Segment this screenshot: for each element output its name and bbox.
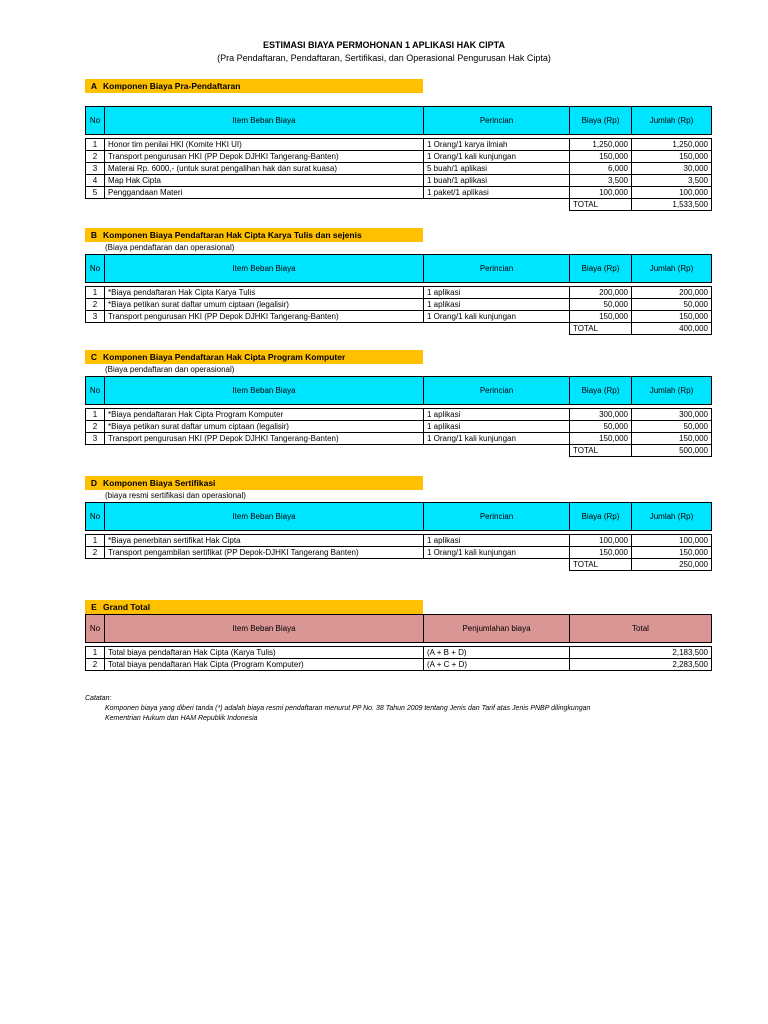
table-row [86,535,712,547]
row-item: *Biaya penerbitan sertifikat Hak Cipta [105,535,424,547]
row-no: 3 [86,163,105,175]
row-perincian: 1 aplikasi [424,535,570,547]
row-jumlah: 100,000 [632,535,712,547]
total-row [86,445,712,457]
col-biaya-header: Biaya (Rp) [570,503,632,531]
total-value: 400,000 [632,323,712,335]
section-e-table [85,614,712,671]
col-perincian-header: Perincian [424,503,570,531]
col-item-header: Item Beban Biaya [105,107,424,135]
col-perincian-header: Perincian [424,107,570,135]
row-biaya: 150,000 [570,151,632,163]
col-jumlah-header: Jumlah (Rp) [632,255,712,283]
section-letter: A [90,81,98,91]
row-jumlah: 150,000 [632,311,712,323]
row-biaya: 1,250,000 [570,139,632,151]
section-letter: C [90,352,98,362]
col-item-header: Item Beban Biaya [105,503,424,531]
row-jumlah: 3,500 [632,175,712,187]
row-no: 4 [86,175,105,187]
row-no: 2 [86,299,105,311]
col-item-header: Item Beban Biaya [105,377,424,405]
table-row [86,287,712,299]
section-e-header [85,600,423,614]
total-label: TOTAL [570,445,632,457]
col-biaya-header: Biaya (Rp) [570,255,632,283]
section-c-table [85,376,712,457]
row-perincian: 5 buah/1 aplikasi [424,163,570,175]
row-biaya: 100,000 [570,187,632,199]
row-no: 2 [86,547,105,559]
row-item: Penggandaan Materi [105,187,424,199]
row-perincian: 1 Orang/1 karya ilmiah [424,139,570,151]
col-item-header: Item Beban Biaya [105,255,424,283]
table-header-row [86,107,712,135]
col-no-header: No [86,615,105,643]
row-biaya: 3,500 [570,175,632,187]
section-title: Komponen Biaya Sertifikasi [103,478,216,488]
section-letter: B [90,230,98,240]
row-item: Materai Rp. 6000,- (untuk surat pengalihan hak dan surat kuasa) [105,163,424,175]
row-item: Total biaya pendaftaran Hak Cipta (Karya Tulis) [105,647,424,659]
row-jumlah: 150,000 [632,433,712,445]
page-title: ESTIMASI BIAYA PERMOHONAN 1 APLIKASI HAK CIPTA [262,40,506,50]
row-jumlah: 30,000 [632,163,712,175]
row-jumlah: 1,250,000 [632,139,712,151]
row-perincian: 1 buah/1 aplikasi [424,175,570,187]
row-biaya: 200,000 [570,287,632,299]
section-e [85,600,711,671]
table-row [86,175,712,187]
row-no: 1 [86,409,105,421]
col-no-header: No [86,107,105,135]
row-jumlah: 50,000 [632,299,712,311]
section-subtitle: (Biaya pendaftaran dan operasional) [105,243,235,252]
row-biaya: 300,000 [570,409,632,421]
row-no: 2 [86,151,105,163]
row-item: *Biaya petikan surat daftar umum ciptaan (legalisir) [105,299,424,311]
section-a-header [85,79,423,93]
row-biaya: 6,000 [570,163,632,175]
row-item: *Biaya petikan surat daftar umum ciptaan (legalisir) [105,421,424,433]
table-row [86,421,712,433]
section-subtitle: (Biaya pendaftaran dan operasional) [105,365,235,374]
table-header-row [86,255,712,283]
row-formula: (A + C + D) [424,659,570,671]
col-jumlah-header: Jumlah (Rp) [632,107,712,135]
section-a [85,79,711,211]
row-no: 1 [86,647,105,659]
row-jumlah: 300,000 [632,409,712,421]
row-perincian: 1 Orang/1 kali kunjungan [424,547,570,559]
section-letter: D [90,478,98,488]
table-header-row [86,503,712,531]
row-item: *Biaya pendaftaran Hak Cipta Program Komputer [105,409,424,421]
row-no: 3 [86,311,105,323]
table-row [86,163,712,175]
section-c [85,350,711,457]
row-jumlah: 100,000 [632,187,712,199]
col-penjumlahan-header: Penjumlahan biaya [424,615,570,643]
row-item: Honor tim penilai HKI (Komite HKI UI) [105,139,424,151]
notes-label: Catatan: [85,695,112,702]
col-jumlah-header: Jumlah (Rp) [632,503,712,531]
row-biaya: 50,000 [570,421,632,433]
col-perincian-header: Perincian [424,255,570,283]
section-subtitle: (biaya resmi sertifikasi dan operasional) [105,491,246,500]
row-biaya: 50,000 [570,299,632,311]
row-perincian: 1 paket/1 aplikasi [424,187,570,199]
section-b-header [85,228,423,242]
row-no: 1 [86,139,105,151]
table-row [86,299,712,311]
row-item: Transport pengurusan HKI (PP Depok DJHKI Tangerang-Banten) [105,151,424,163]
table-header-row [86,377,712,405]
total-label: TOTAL [570,559,632,571]
row-no: 1 [86,287,105,299]
row-biaya: 150,000 [570,311,632,323]
row-biaya: 150,000 [570,547,632,559]
row-no: 2 [86,659,105,671]
notes-text: Komponen biaya yang diberi tanda (*) adalah biaya resmi pendaftaran menurut PP No. 38 Tahun 2009 tentang Jenis dan Tarif atas Jenis PNBP dilingkungan Kementrian Hukum dan HAM Republik Indonesia [105,705,591,722]
col-no-header: No [86,377,105,405]
section-a-table [85,106,712,211]
section-b [85,228,711,335]
page-subtitle: (Pra Pendaftaran, Pendaftaran, Sertifikasi, dan Operasional Pengurusan Hak Cipta) [217,53,551,63]
row-perincian: 1 aplikasi [424,421,570,433]
row-perincian: 1 Orang/1 kali kunjungan [424,151,570,163]
total-value: 500,000 [632,445,712,457]
table-row [86,409,712,421]
section-title: Komponen Biaya Pendaftaran Hak Cipta Program Komputer [103,352,346,362]
col-no-header: No [86,503,105,531]
section-d-table [85,502,712,571]
col-biaya-header: Biaya (Rp) [570,107,632,135]
row-perincian: 1 Orang/1 kali kunjungan [424,311,570,323]
col-perincian-header: Perincian [424,377,570,405]
table-row [86,547,712,559]
section-title: Komponen Biaya Pra-Pendaftaran [103,81,241,91]
section-b-table [85,254,712,335]
table-header-row [86,615,712,643]
total-value: 250,000 [632,559,712,571]
row-perincian: 1 aplikasi [424,287,570,299]
section-title: Komponen Biaya Pendaftaran Hak Cipta Karya Tulis dan sejenis [103,230,362,240]
row-item: *Biaya pendaftaran Hak Cipta Karya Tulis [105,287,424,299]
row-no: 1 [86,535,105,547]
row-perincian: 1 aplikasi [424,299,570,311]
total-row [86,199,712,211]
row-item: Total biaya pendaftaran Hak Cipta (Program Komputer) [105,659,424,671]
table-row [86,659,712,671]
table-row [86,433,712,445]
total-value: 1,533,500 [632,199,712,211]
table-row [86,647,712,659]
row-formula: (A + B + D) [424,647,570,659]
table-row [86,187,712,199]
col-total-header: Total [570,615,712,643]
row-jumlah: 200,000 [632,287,712,299]
row-perincian: 1 aplikasi [424,409,570,421]
section-c-header [85,350,423,364]
row-biaya: 150,000 [570,433,632,445]
section-d [85,476,711,571]
total-label: TOTAL [570,199,632,211]
table-row [86,151,712,163]
col-no-header: No [86,255,105,283]
notes [85,694,605,724]
row-jumlah: 50,000 [632,421,712,433]
row-total: 2,283,500 [570,659,712,671]
row-total: 2,183,500 [570,647,712,659]
row-item: Map Hak Cipta [105,175,424,187]
total-row [86,323,712,335]
col-jumlah-header: Jumlah (Rp) [632,377,712,405]
total-row [86,559,712,571]
row-perincian: 1 Orang/1 kali kunjungan [424,433,570,445]
table-row [86,139,712,151]
row-no: 3 [86,433,105,445]
row-no: 2 [86,421,105,433]
row-biaya: 100,000 [570,535,632,547]
section-letter: E [91,602,97,612]
table-row [86,311,712,323]
section-title: Grand Total [103,602,151,612]
row-jumlah: 150,000 [632,151,712,163]
row-jumlah: 150,000 [632,547,712,559]
col-item-header: Item Beban Biaya [105,615,424,643]
row-item: Transport pengambilan sertifikat (PP Depok-DJHKI Tangerang Banten) [105,547,424,559]
section-d-header [85,476,423,490]
total-label: TOTAL [570,323,632,335]
row-item: Transport pengurusan HKI (PP Depok DJHKI Tangerang-Banten) [105,311,424,323]
col-biaya-header: Biaya (Rp) [570,377,632,405]
row-no: 5 [86,187,105,199]
row-item: Transport pengurusan HKI (PP Depok DJHKI Tangerang-Banten) [105,433,424,445]
